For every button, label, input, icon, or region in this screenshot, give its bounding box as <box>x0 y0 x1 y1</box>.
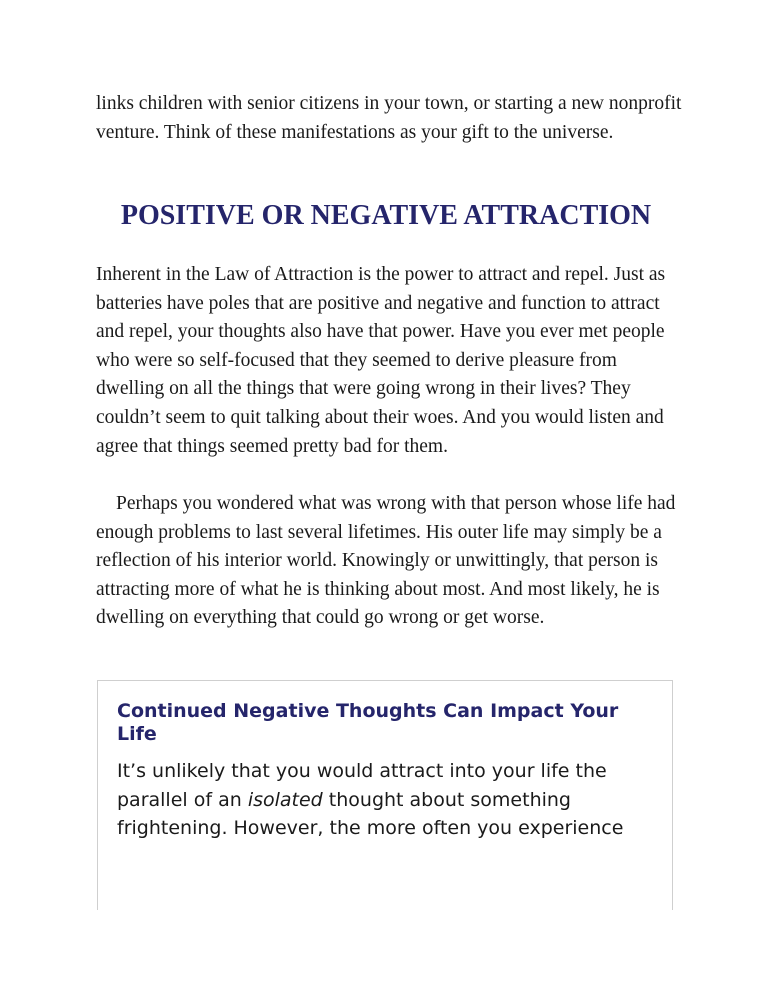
intro-paragraph: links children with senior citizens in your town, or starting a new nonprofit venture. Think of these manifestations as your gift to the universe. <box>96 93 682 143</box>
body-paragraph-2: Perhaps you wondered what was wrong with that person whose life had enough problems to last several lifetimes. His outer life may simply be a reflection of his interior world. Knowingly or unwittingly, that person is attracting more of what he is thinking about most. And most likely, he is dwelling on everything that could go wrong or get worse. <box>96 493 676 629</box>
sidebar-text-emphasis: isolated <box>247 788 323 811</box>
sidebar-text <box>117 757 657 843</box>
sidebar-text-start: It’s unlikely that you would attract into your life the parallel of an <box>117 760 607 811</box>
sidebar-title: Continued Negative Thoughts Can Impact Your Life <box>117 700 619 745</box>
sidebar-box <box>97 680 673 910</box>
body-paragraph-1: Inherent in the Law of Attraction is the power to attract and repel. Just as batteries have poles that are positive and negative and function to attract and repel, your thoughts also have that power. Have you ever met people who were so self-focused that they seemed to derive pleasure from dwelling on all the things that were going wrong in their lives? They couldn’t seem to quit talking about their woes. And you would listen and agree that things seemed pretty bad for them. <box>96 264 666 457</box>
section-heading: POSITIVE OR NEGATIVE ATTRACTION <box>120 200 652 231</box>
sidebar-text-end: thought about something frightening. However, the more often you experience <box>117 788 624 839</box>
